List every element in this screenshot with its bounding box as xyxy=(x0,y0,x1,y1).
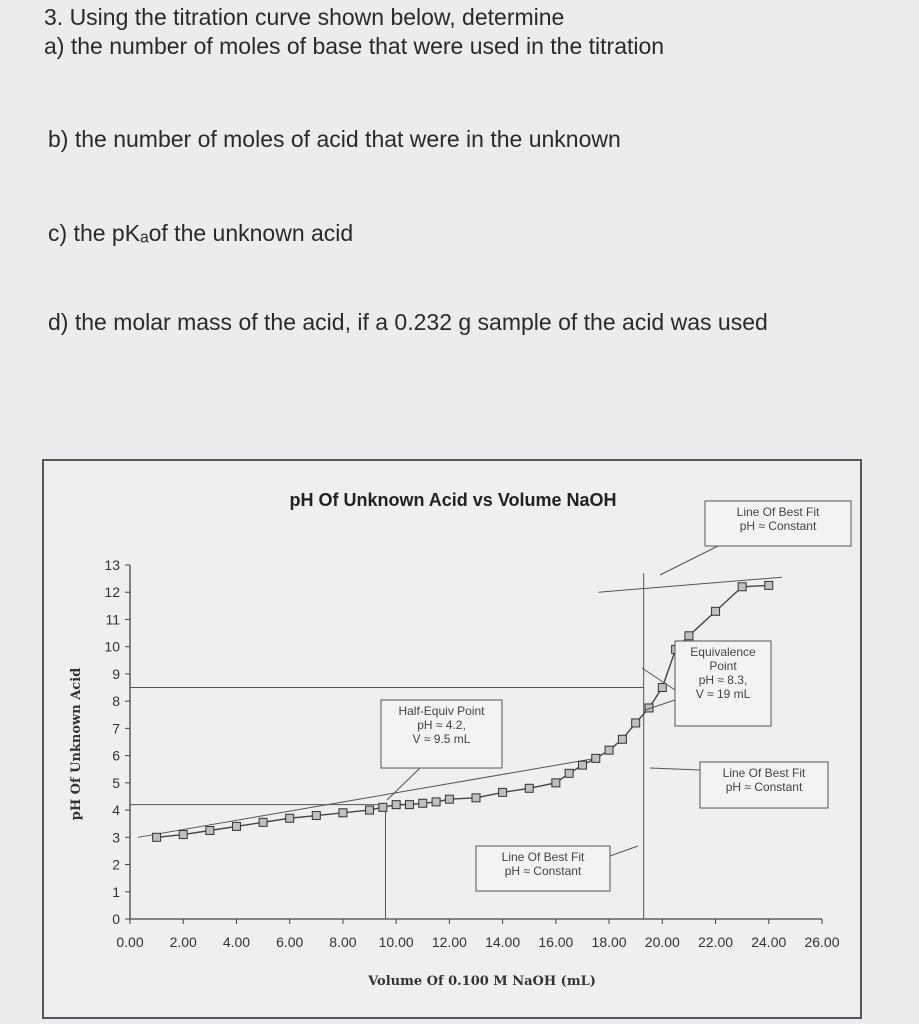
data-point xyxy=(552,779,560,787)
data-point xyxy=(259,818,267,826)
question-b: b) the number of moles of acid that were in the unknown xyxy=(48,126,621,152)
annotations xyxy=(381,501,851,891)
callout-best-fit-top-text: Line Of Best Fit xyxy=(736,505,820,519)
data-point xyxy=(712,607,720,615)
data-point xyxy=(605,746,613,754)
x-tick-label: 22.00 xyxy=(698,934,734,950)
data-point xyxy=(578,761,586,769)
y-tick-label: 7 xyxy=(112,720,120,737)
x-axis-title: Volume Of 0.100 M NaOH (mL) xyxy=(368,974,596,989)
x-tick-label: 6.00 xyxy=(276,934,304,950)
y-tick-label: 10 xyxy=(104,638,120,655)
data-point xyxy=(206,827,214,835)
data-point xyxy=(685,632,693,640)
best-fit-top-line xyxy=(598,577,782,592)
x-tick-label: 12.00 xyxy=(431,934,467,950)
callout-best-fit-right-text: pH ≈ Constant xyxy=(725,780,803,794)
y-tick-label: 1 xyxy=(112,883,120,900)
x-tick-label: 2.00 xyxy=(169,934,197,950)
x-tick-label: 8.00 xyxy=(329,934,357,950)
y-tick-label: 0 xyxy=(112,911,120,927)
data-point xyxy=(765,581,773,589)
y-tick-label: 8 xyxy=(112,693,120,710)
chart-title: pH Of Unknown Acid vs Volume NaOH xyxy=(289,490,617,510)
callout-best-fit-top-text: pH ≈ Constant xyxy=(739,519,817,533)
callout-equivalence-text: V ≈ 19 mL xyxy=(695,687,751,701)
data-point xyxy=(405,801,413,809)
callout-best-fit-top-leader xyxy=(660,546,718,575)
data-point xyxy=(232,822,240,830)
callout-best-fit-right-text: Line Of Best Fit xyxy=(722,766,806,780)
x-tick-label: 18.00 xyxy=(591,934,627,950)
y-tick-label: 4 xyxy=(112,802,120,819)
data-point xyxy=(392,801,400,809)
callout-half-equiv-text: V ≈ 9.5 mL xyxy=(412,732,471,746)
x-tick-label: 24.00 xyxy=(751,934,787,950)
data-point xyxy=(179,831,187,839)
question-title: 3. Using the titration curve shown below, determine xyxy=(44,4,565,30)
callout-best-fit-bottom xyxy=(476,846,638,891)
data-point xyxy=(366,806,374,814)
x-tick-label: 14.00 xyxy=(485,934,521,950)
x-tick-label: 0.00 xyxy=(116,934,144,950)
y-tick-label: 9 xyxy=(112,665,120,682)
callout-half-equiv-leader xyxy=(387,768,420,800)
y-axis-title: pH Of Unknown Acid xyxy=(69,667,84,821)
question-d: d) the molar mass of the acid, if a 0.232 g sample of the acid was used xyxy=(48,309,768,335)
callout-equivalence-text: pH ≈ 8.3, xyxy=(698,673,748,687)
x-tick-label: 10.00 xyxy=(378,934,414,950)
data-point xyxy=(499,788,507,796)
data-point xyxy=(618,735,626,743)
callout-half-equiv-text: pH ≈ 4.2, xyxy=(417,718,466,732)
callout-half-equiv-text: Half-Equiv Point xyxy=(398,704,485,718)
callout-best-fit-right xyxy=(650,762,828,808)
data-point xyxy=(153,833,161,841)
data-point xyxy=(445,795,453,803)
data-point xyxy=(339,809,347,817)
x-tick-label: 4.00 xyxy=(222,934,251,950)
callout-best-fit-right-leader xyxy=(650,768,700,770)
data-point xyxy=(472,794,480,802)
callout-best-fit-bottom-text: Line Of Best Fit xyxy=(501,850,585,864)
data-point xyxy=(565,769,573,777)
callout-best-fit-bottom-text: pH ≈ Constant xyxy=(504,864,582,878)
y-tick-label: 11 xyxy=(105,611,120,628)
callout-equivalence-text: Point xyxy=(709,659,737,673)
y-tick-label: 13 xyxy=(104,557,120,573)
y-tick-label: 6 xyxy=(112,747,120,764)
data-point xyxy=(738,583,746,591)
question-c: c) the pKₐof the unknown acid xyxy=(48,220,354,246)
data-point xyxy=(592,754,600,762)
x-tick-label: 16.00 xyxy=(538,934,574,950)
data-point xyxy=(525,784,533,792)
best-fit-buffer-line xyxy=(138,758,596,837)
y-tick-label: 2 xyxy=(112,856,120,873)
callout-best-fit-top xyxy=(660,501,851,575)
data-point xyxy=(658,684,666,692)
y-tick-label: 3 xyxy=(112,829,120,846)
y-tick-label: 5 xyxy=(112,774,120,791)
callout-equivalence-text: Equivalence xyxy=(690,645,756,659)
data-point xyxy=(632,719,640,727)
question-a: a) the number of moles of base that were used in the titration xyxy=(44,33,665,59)
data-point xyxy=(312,812,320,820)
data-point xyxy=(419,799,427,807)
callout-best-fit-bottom-leader xyxy=(610,846,638,856)
data-point xyxy=(286,814,294,822)
x-tick-label: 26.00 xyxy=(804,934,840,950)
data-point xyxy=(432,798,440,806)
x-tick-label: 20.00 xyxy=(644,934,680,950)
data-point xyxy=(379,803,387,811)
y-tick-label: 12 xyxy=(104,584,120,601)
